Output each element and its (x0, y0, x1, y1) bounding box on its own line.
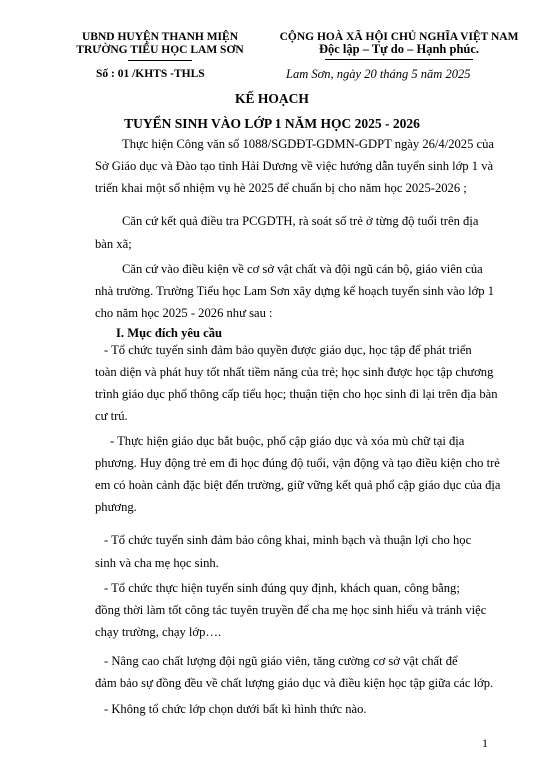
body-line: cho năm học 2025 - 2026 như sau : (95, 306, 273, 320)
body-line: đồng thời làm tốt công tác tuyên truyền để cha mẹ học sinh hiểu và tránh việc (95, 603, 487, 617)
document-number: Số : 01 /KHTS -THLS (96, 68, 205, 80)
body-line: Căn cứ vào điều kiện về cơ sở vật chất và đội ngũ cán bộ, giáo viên của (122, 262, 483, 276)
body-line: Căn cứ kết quả điều tra PCGDTH, rà soát số trẻ ở từng độ tuổi trên địa (122, 214, 479, 228)
org-underline (128, 60, 192, 61)
body-line: Thực hiện Công văn số 1088/SGDĐT-GDMN-GDPT ngày 26/4/2025 của (122, 137, 495, 151)
body-line: - Thực hiện giáo dục bắt buộc, phổ cập giáo dục và xóa mù chữ tại địa (110, 434, 465, 448)
motto-underline (325, 59, 473, 60)
body-line: nhà trường. Trường Tiểu học Lam Sơn xây dựng kế hoạch tuyển sinh vào lớp 1 (95, 284, 495, 298)
nation-line: CỘNG HOÀ XÃ HỘI CHỦ NGHĨA VIỆT NAM (279, 31, 519, 43)
body-line: - Tổ chức tuyển sinh đảm bảo công khai, minh bạch và thuận lợi cho học (104, 533, 472, 547)
body-line: phương. (95, 500, 137, 514)
body-line: cư trú. (95, 409, 128, 423)
page-number: 1 (482, 736, 488, 750)
body-line: trình giáo dục phổ thông cấp tiểu học; thuận tiện cho học sinh đi lại trên địa bàn (95, 387, 498, 401)
body-line: sinh và cha mẹ học sinh. (95, 556, 219, 570)
org-name-line1: UBND HUYỆN THANH MIỆN (81, 31, 238, 43)
body-line: triển khai một số nhiệm vụ hè 2025 để chuẩn bị cho năm học 2025-2026 ; (95, 181, 467, 195)
document-subtitle: TUYỂN SINH VÀO LỚP 1 NĂM HỌC 2025 - 2026 (124, 116, 420, 131)
document-title: KẾ HOẠCH (235, 91, 309, 106)
body-line: đảm bảo sự đồng đều về chất lượng giáo dục và điều kiện học tập giữa các lớp. (95, 676, 494, 690)
national-motto: Độc lập – Tự do – Hạnh phúc. (318, 42, 480, 56)
body-line: em có hoàn cảnh đặc biệt đến trường, giữ vững kết quả phổ cập giáo dục của địa (95, 478, 501, 492)
body-line: toàn diện và phát huy tốt nhất tiềm năng của trẻ; học sinh được học tập chương (95, 365, 494, 379)
section-heading: I. Mục đích yêu cầu (116, 326, 223, 340)
body-line: chạy trường, chạy lớp…. (95, 625, 222, 639)
place-date: Lam Sơn, ngày 20 tháng 5 năm 2025 (286, 67, 471, 81)
body-line: - Tổ chức thực hiện tuyển sinh đúng quy định, khách quan, công bằng; (104, 581, 460, 595)
body-line: - Nâng cao chất lượng đội ngũ giáo viên, tăng cường cơ sở vật chất để (104, 654, 458, 668)
body-line: - Tổ chức tuyển sinh đảm bảo quyền được giáo dục, học tập để phát triển (104, 343, 472, 357)
body-line: - Không tổ chức lớp chọn dưới bất kì hình thức nào. (104, 702, 367, 716)
body-line: phương. Huy động trẻ em đi học đúng độ tuổi, vận động và tạo điều kiện cho trẻ (95, 456, 500, 470)
body-line: Sở Giáo dục và Đào tạo tỉnh Hải Dương về việc hướng dẫn tuyển sinh lớp 1 và (95, 159, 494, 173)
org-name-line2: TRƯỜNG TIỂU HỌC LAM SƠN (76, 44, 244, 56)
body-line: bàn xã; (95, 237, 132, 251)
